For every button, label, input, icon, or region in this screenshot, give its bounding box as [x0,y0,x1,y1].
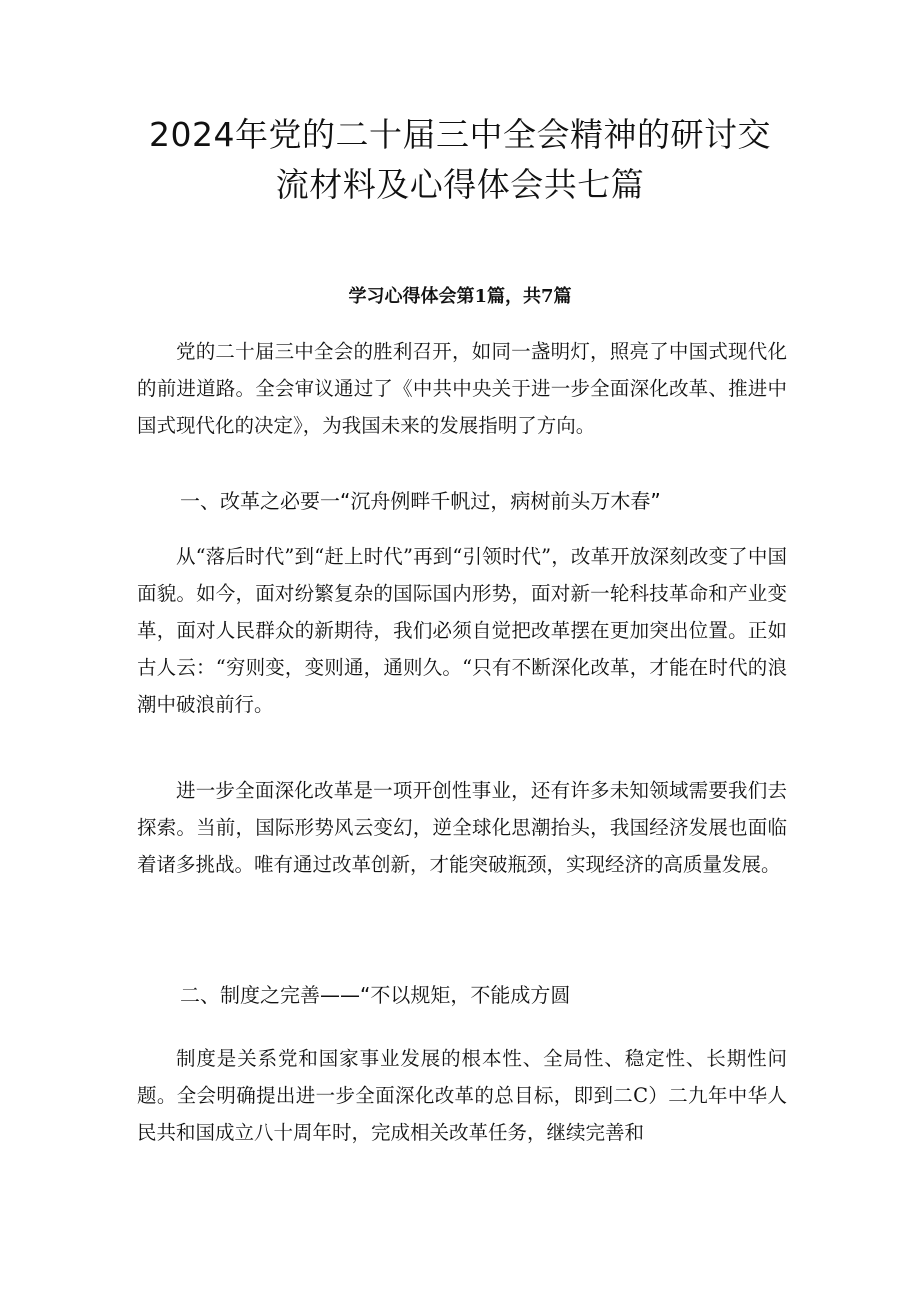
document-title [120,110,800,210]
section-2-heading: 二、制度之完善——“不以规矩，不能成方圆 [180,983,571,1007]
section-2-paragraph-1: 制度是关系党和国家事业发展的根本性、全局性、稳定性、长期性问题。全会明确提出进一步全面深化改革的总目标，即到二C）二九年中华人民共和国成立八十周年时，完成相关改革任务，继续完善和 [137,1047,787,1144]
title-line-2: 流材料及心得体会共七篇 [275,165,645,204]
part-subtitle: 学习心得体会第1篇，共7篇 [348,286,572,307]
intro-paragraph: 党的二十届三中全会的胜利召开，如同一盏明灯，照亮了中国式现代化的前进道路。全会审议通过了《中共中央关于进一步全面深化改革、推进中国式现代化的决定》，为我国未来的发展指明了方向。 [137,340,787,437]
section-1-paragraph-1: 从“落后时代”到“赶上时代”再到“引领时代”，改革开放深刻改变了中国面貌。如今，面对纷繁复杂的国际国内形势，面对新一轮科技革命和产业变革，面对人民群众的新期待，我们必须自觉把改革摆在更加突出位置。正如古人云：“穷则变，变则通，通则久。“只有不断深化改革，才能在时代的浪潮中破浪前行。 [137,545,787,716]
title-line-1: 2024年党的二十届三中全会精神的研讨交 [149,115,771,154]
section-1-heading: 一、改革之必要一“沉舟例畔千帆过，病树前头万木春” [180,489,661,513]
section-1-paragraph-2: 进一步全面深化改革是一项开创性事业，还有许多未知领域需要我们去探索。当前，国际形势风云变幻，逆全球化思潮抬头，我国经济发展也面临着诸多挑战。唯有通过改革创新，才能突破瓶颈，实现经济的高质量发展。 [137,779,787,876]
